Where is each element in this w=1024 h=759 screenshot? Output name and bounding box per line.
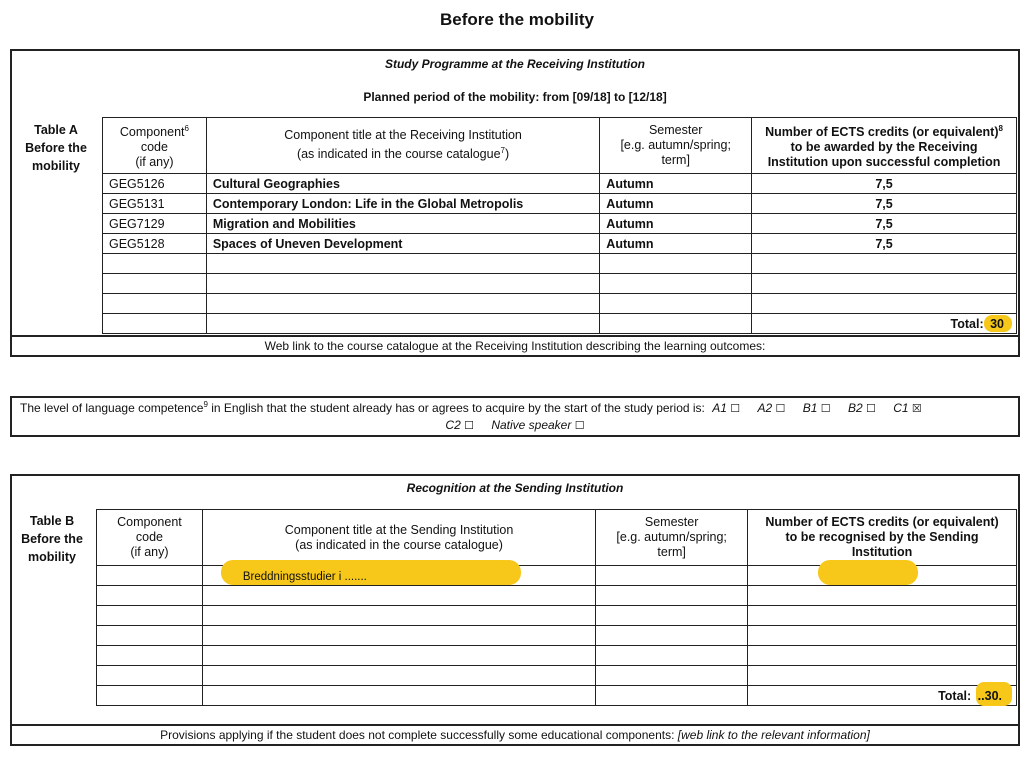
cell-semester: Autumn [600, 214, 752, 234]
checkbox-a1[interactable]: ☐ [730, 403, 741, 415]
cell-semester: Autumn [600, 194, 752, 214]
table-row [97, 666, 1017, 686]
provisions-link[interactable]: [web link to the relevant information] [677, 728, 870, 742]
planned-period: Planned period of the mobility: from [09/18] to [12/18] [363, 90, 667, 104]
total-label: Total: [950, 316, 984, 331]
cell-title: Migration and Mobilities [206, 214, 599, 234]
header-component-title: Component title at the Sending Institution (as indicated in the course catalogue) [202, 510, 595, 566]
cell-credits: 7,5 [752, 234, 1017, 254]
cell-title: Contemporary London: Life in the Global Metropolis [206, 194, 599, 214]
total-cell [752, 314, 1017, 334]
cell-title: Spaces of Uneven Development [206, 234, 599, 254]
checkbox-b2[interactable]: ☐ [866, 403, 876, 415]
header-ects-credits: Number of ECTS credits (or equivalent)$^8$ to be awarded by the Receiving Institution upon successful completion [752, 118, 1017, 174]
header-component-code: Component$^6$ code (if any) [103, 118, 207, 174]
table-row [103, 274, 1017, 294]
table-row [103, 214, 1017, 234]
cell-title [202, 566, 595, 586]
cell-title: Cultural Geographies [206, 174, 599, 194]
cell-credits [748, 566, 1017, 586]
table-row [97, 646, 1017, 666]
total-value: ..30. [977, 688, 1002, 703]
cell-credits: 7,5 [752, 174, 1017, 194]
table-row [97, 686, 1017, 706]
table-a [102, 117, 1017, 334]
cell-credits: 7,5 [752, 214, 1017, 234]
checkbox-b1[interactable]: ☐ [820, 403, 831, 415]
total-cell [748, 686, 1017, 706]
checkbox-c1-checked[interactable]: ☒ [911, 403, 922, 415]
table-row [103, 234, 1017, 254]
table-b [96, 509, 1017, 706]
table-row [97, 606, 1017, 626]
total-label: Total: [938, 688, 972, 703]
header-semester: Semester [e.g. autumn/spring; term] [600, 118, 752, 174]
checkbox-c2[interactable]: ☐ [464, 420, 474, 432]
cell-code: GEG5128 [103, 234, 207, 254]
table-row [97, 566, 1017, 586]
header-semester: Semester [e.g. autumn/spring; term] [596, 510, 748, 566]
cell-title-text: Breddningsstudier i ....... [242, 570, 367, 583]
cell-semester: Autumn [600, 174, 752, 194]
language-line-2: C2 ☐ Native speaker ☐ [445, 418, 585, 432]
provisions-text: Provisions applying if the student does not complete successfully some educational components: [web link to the relevant information] [160, 728, 870, 742]
weblink-text: Web link to the course catalogue at the Receiving Institution describing the learning outcomes: [264, 339, 766, 353]
table-row [97, 626, 1017, 646]
cell-code: GEG5131 [103, 194, 207, 214]
checkbox-native-speaker[interactable]: ☐ [574, 420, 585, 432]
total-value: 30 [990, 316, 1004, 331]
page-title: Before the mobility [440, 10, 594, 29]
table-row [103, 254, 1017, 274]
header-component-title: Component title at the Receiving Institution (as indicated in the course catalogue$^7$) [206, 118, 599, 174]
cell-semester: Autumn [600, 234, 752, 254]
table-row [103, 194, 1017, 214]
cell-credits: 7,5 [752, 194, 1017, 214]
table-b-side-label: Table B Before the mobility [21, 514, 83, 564]
table-a-side-label: Table A Before the mobility [25, 123, 87, 173]
checkbox-a2[interactable]: ☐ [775, 403, 786, 415]
cell-code: GEG7129 [103, 214, 207, 234]
table-row [103, 174, 1017, 194]
language-line-1: The level of language competence$^9$ in English that the student already has or agrees to acquire by the start of the study period is: A1 ☐ A2 ☐ B1 ☐ B2 ☐ C1 ☒ [20, 400, 922, 415]
recognition-heading: Recognition at the Sending Institution [406, 481, 624, 495]
cell-code: GEG5126 [103, 174, 207, 194]
table-row [103, 294, 1017, 314]
credits-highlight [818, 560, 918, 585]
header-component-code: Component code (if any) [97, 510, 203, 566]
study-programme-heading: Study Programme at the Receiving Institution [384, 57, 646, 71]
table-row [97, 586, 1017, 606]
header-ects-credits: Number of ECTS credits (or equivalent) to be recognised by the Sending Institution [748, 510, 1017, 566]
table-row [103, 314, 1017, 334]
